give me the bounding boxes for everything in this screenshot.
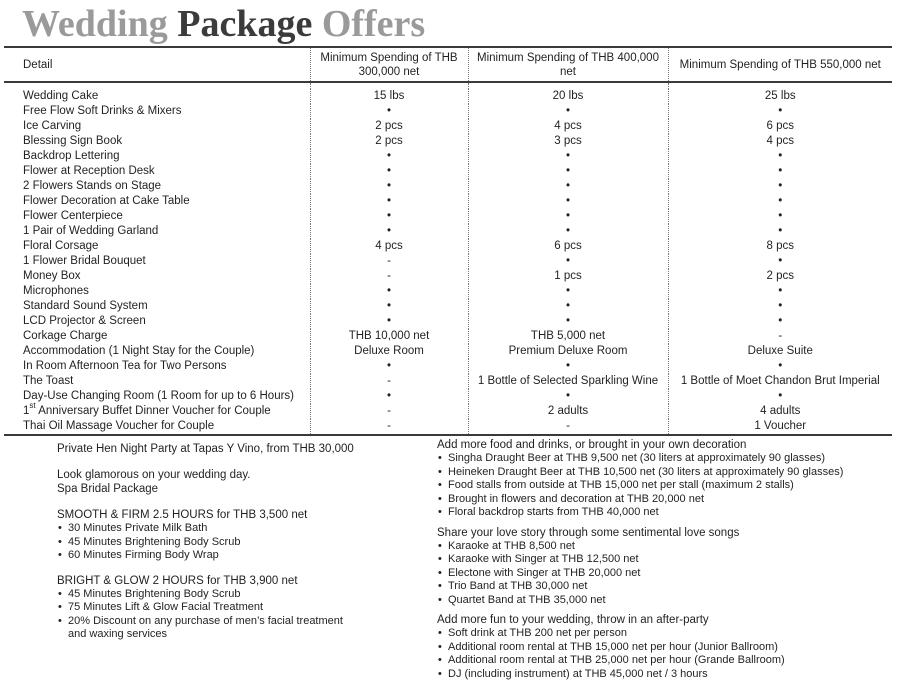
cell-300k: • [310,209,468,224]
table-row [4,119,892,134]
cell-300k: • [310,284,468,299]
cell-400k: • [468,224,668,239]
row-detail: Free Flow Soft Drinks & Mixers [4,104,310,119]
cell-400k: • [468,194,668,209]
cell-300k: • [310,194,468,209]
cell-550k: 1 Bottle of Moet Chandon Brut Imperial [668,374,892,389]
cell-550k: 6 pcs [668,119,892,134]
table-row [4,224,892,239]
row-detail: Wedding Cake [4,89,310,104]
list-item: • Karaoke with Singer at THB 12,500 net [437,553,897,567]
list-item: • 45 Minutes Brightening Body Scrub [57,588,427,602]
table-header-row [4,48,892,82]
cell-300k: - [310,404,468,419]
cell-300k: 15 lbs [310,89,468,104]
table-spacer-row [4,82,892,89]
cell-550k: 25 lbs [668,89,892,104]
cell-550k: • [668,104,892,119]
cell-400k: 3 pcs [468,134,668,149]
cell-400k: • [468,299,668,314]
cell-400k: • [468,104,668,119]
bright-glow-heading: BRIGHT & GLOW 2 HOURS for THB 3,900 net [57,574,427,588]
cell-300k: THB 10,000 net [310,329,468,344]
column-header-tier-400k: Minimum Spending of THB 400,000 net [468,48,668,82]
cell-300k: • [310,104,468,119]
right-notes [437,438,897,681]
cell-300k: - [310,374,468,389]
cell-400k: THB 5,000 net [468,329,668,344]
title-word-offers: Offers [322,3,425,45]
cell-550k: • [668,164,892,179]
table-row [4,209,892,224]
cell-550k: • [668,299,892,314]
cell-400k: • [468,149,668,164]
cell-300k: • [310,299,468,314]
cell-550k: • [668,149,892,164]
left-notes [57,442,427,642]
row-detail: Flower Centerpiece [4,209,310,224]
cell-550k: - [668,329,892,344]
cell-550k: 4 pcs [668,134,892,149]
list-item: • Floral backdrop starts from THB 40,000 net [437,506,897,520]
cell-400k: 1 pcs [468,269,668,284]
row-detail: Floral Corsage [4,239,310,254]
row-detail: The Toast [4,374,310,389]
table-row [4,404,892,419]
column-header-tier-550k: Minimum Spending of THB 550,000 net [668,48,892,82]
cell-550k: • [668,224,892,239]
cell-550k: 2 pcs [668,269,892,284]
list-item: • Food stalls from outside at THB 15,000 net per stall (maximum 2 stalls) [437,479,897,493]
title-word-package: Package [177,3,322,45]
row-detail: Ice Carving [4,119,310,134]
table-row [4,239,892,254]
row-detail: Corkage Charge [4,329,310,344]
row-detail: Standard Sound System [4,299,310,314]
list-item: • Quartet Band at THB 35,000 net [437,594,897,608]
cell-400k: - [468,419,668,435]
cell-550k: • [668,194,892,209]
cell-300k: - [310,419,468,435]
cell-400k: • [468,284,668,299]
row-detail: Accommodation (1 Night Stay for the Couple) [4,344,310,359]
title-word-wedding: Wedding [22,3,177,45]
table-row [4,359,892,374]
cell-400k: 2 adults [468,404,668,419]
table-row [4,134,892,149]
list-item: • Soft drink at THB 200 net per person [437,627,897,641]
table-row [4,89,892,104]
row-detail: Flower Decoration at Cake Table [4,194,310,209]
cell-400k: • [468,314,668,329]
row-detail: 1st Anniversary Buffet Dinner Voucher for Couple [4,404,310,419]
table-row [4,299,892,314]
cell-300k: 4 pcs [310,239,468,254]
table-row [4,179,892,194]
cell-300k: 2 pcs [310,119,468,134]
cell-300k: • [310,164,468,179]
list-item: • Singha Draught Beer at THB 9,500 net (30 liters at approximately 90 glasses) [437,452,897,466]
list-item: • Heineken Draught Beer at THB 10,500 net (30 liters at approximately 90 glasses) [437,466,897,480]
cell-550k: • [668,359,892,374]
cell-400k: • [468,254,668,269]
cell-300k: • [310,224,468,239]
cell-550k: • [668,389,892,404]
love-songs-heading: Share your love story through some sentimental love songs [437,526,897,540]
cell-400k: • [468,209,668,224]
table-row [4,104,892,119]
package-table [4,48,892,436]
cell-400k: Premium Deluxe Room [468,344,668,359]
row-detail: Money Box [4,269,310,284]
row-detail: 2 Flowers Stands on Stage [4,179,310,194]
row-detail: Blessing Sign Book [4,134,310,149]
list-item: • Additional room rental at THB 25,000 net per hour (Grande Ballroom) [437,654,897,668]
table-row [4,314,892,329]
list-item: • Additional room rental at THB 15,000 net per hour (Junior Ballroom) [437,641,897,655]
table-row [4,164,892,179]
cell-300k: • [310,314,468,329]
after-party-heading: Add more fun to your wedding, throw in an after-party [437,613,897,627]
ordinal-suffix: st [29,401,35,410]
list-item-continuation: and waxing services [57,628,427,642]
cell-550k: • [668,284,892,299]
cell-300k: 2 pcs [310,134,468,149]
row-detail: Microphones [4,284,310,299]
row-detail: 1 Pair of Wedding Garland [4,224,310,239]
cell-550k: 1 Voucher [668,419,892,435]
cell-300k: - [310,254,468,269]
cell-400k: 20 lbs [468,89,668,104]
row-detail: Flower at Reception Desk [4,164,310,179]
cell-300k: • [310,389,468,404]
cell-300k: Deluxe Room [310,344,468,359]
list-item: • DJ (including instrument) at THB 45,000 net / 3 hours [437,668,897,681]
cell-550k: Deluxe Suite [668,344,892,359]
list-item: • Electone with Singer at THB 20,000 net [437,567,897,581]
spa-package-title: Spa Bridal Package [57,482,427,496]
list-item: • Brought in flowers and decoration at THB 20,000 net [437,493,897,507]
spa-intro: Look glamorous on your wedding day. [57,468,427,482]
smooth-firm-heading: SMOOTH & FIRM 2.5 HOURS for THB 3,500 net [57,508,427,522]
cell-400k: 4 pcs [468,119,668,134]
table-row [4,374,892,389]
column-header-detail: Detail [4,48,310,82]
table-row [4,269,892,284]
cell-550k: • [668,179,892,194]
cell-550k: • [668,209,892,224]
cell-300k: • [310,359,468,374]
column-header-tier-300k: Minimum Spending of THB 300,000 net [310,48,468,82]
list-item: • 30 Minutes Private Milk Bath [57,522,427,536]
table-row [4,194,892,209]
cell-300k: - [310,269,468,284]
list-item: • 60 Minutes Firming Body Wrap [57,549,427,563]
cell-400k: • [468,179,668,194]
row-detail: Backdrop Lettering [4,149,310,164]
cell-300k: • [310,149,468,164]
hen-night-offer: Private Hen Night Party at Tapas Y Vino, from THB 30,000 [57,442,427,456]
table-row [4,254,892,269]
cell-550k: • [668,254,892,269]
row-detail: In Room Afternoon Tea for Two Persons [4,359,310,374]
row-detail: Thai Oil Massage Voucher for Couple [4,419,310,435]
cell-400k: 6 pcs [468,239,668,254]
cell-550k: 8 pcs [668,239,892,254]
row-detail: 1 Flower Bridal Bouquet [4,254,310,269]
row-detail: LCD Projector & Screen [4,314,310,329]
cell-550k: • [668,314,892,329]
row-detail: Day-Use Changing Room (1 Room for up to 6 Hours) [4,389,310,404]
cell-400k: • [468,164,668,179]
list-item: • Trio Band at THB 30,000 net [437,580,897,594]
cell-300k: • [310,179,468,194]
food-drinks-heading: Add more food and drinks, or brought in your own decoration [437,438,897,452]
list-item: • 45 Minutes Brightening Body Scrub [57,536,427,550]
table-row [4,329,892,344]
cell-400k: • [468,359,668,374]
table-row [4,389,892,404]
cell-400k: 1 Bottle of Selected Sparkling Wine [468,374,668,389]
list-item: • Karaoke at THB 8,500 net [437,540,897,554]
list-item: • 20% Discount on any purchase of men’s facial treatment [57,615,427,629]
page-title [22,2,425,46]
table-row [4,149,892,164]
list-item: • 75 Minutes Lift & Glow Facial Treatment [57,601,427,615]
table-row [4,284,892,299]
cell-550k: 4 adults [668,404,892,419]
table-row [4,344,892,359]
cell-400k: • [468,389,668,404]
table-row [4,419,892,435]
